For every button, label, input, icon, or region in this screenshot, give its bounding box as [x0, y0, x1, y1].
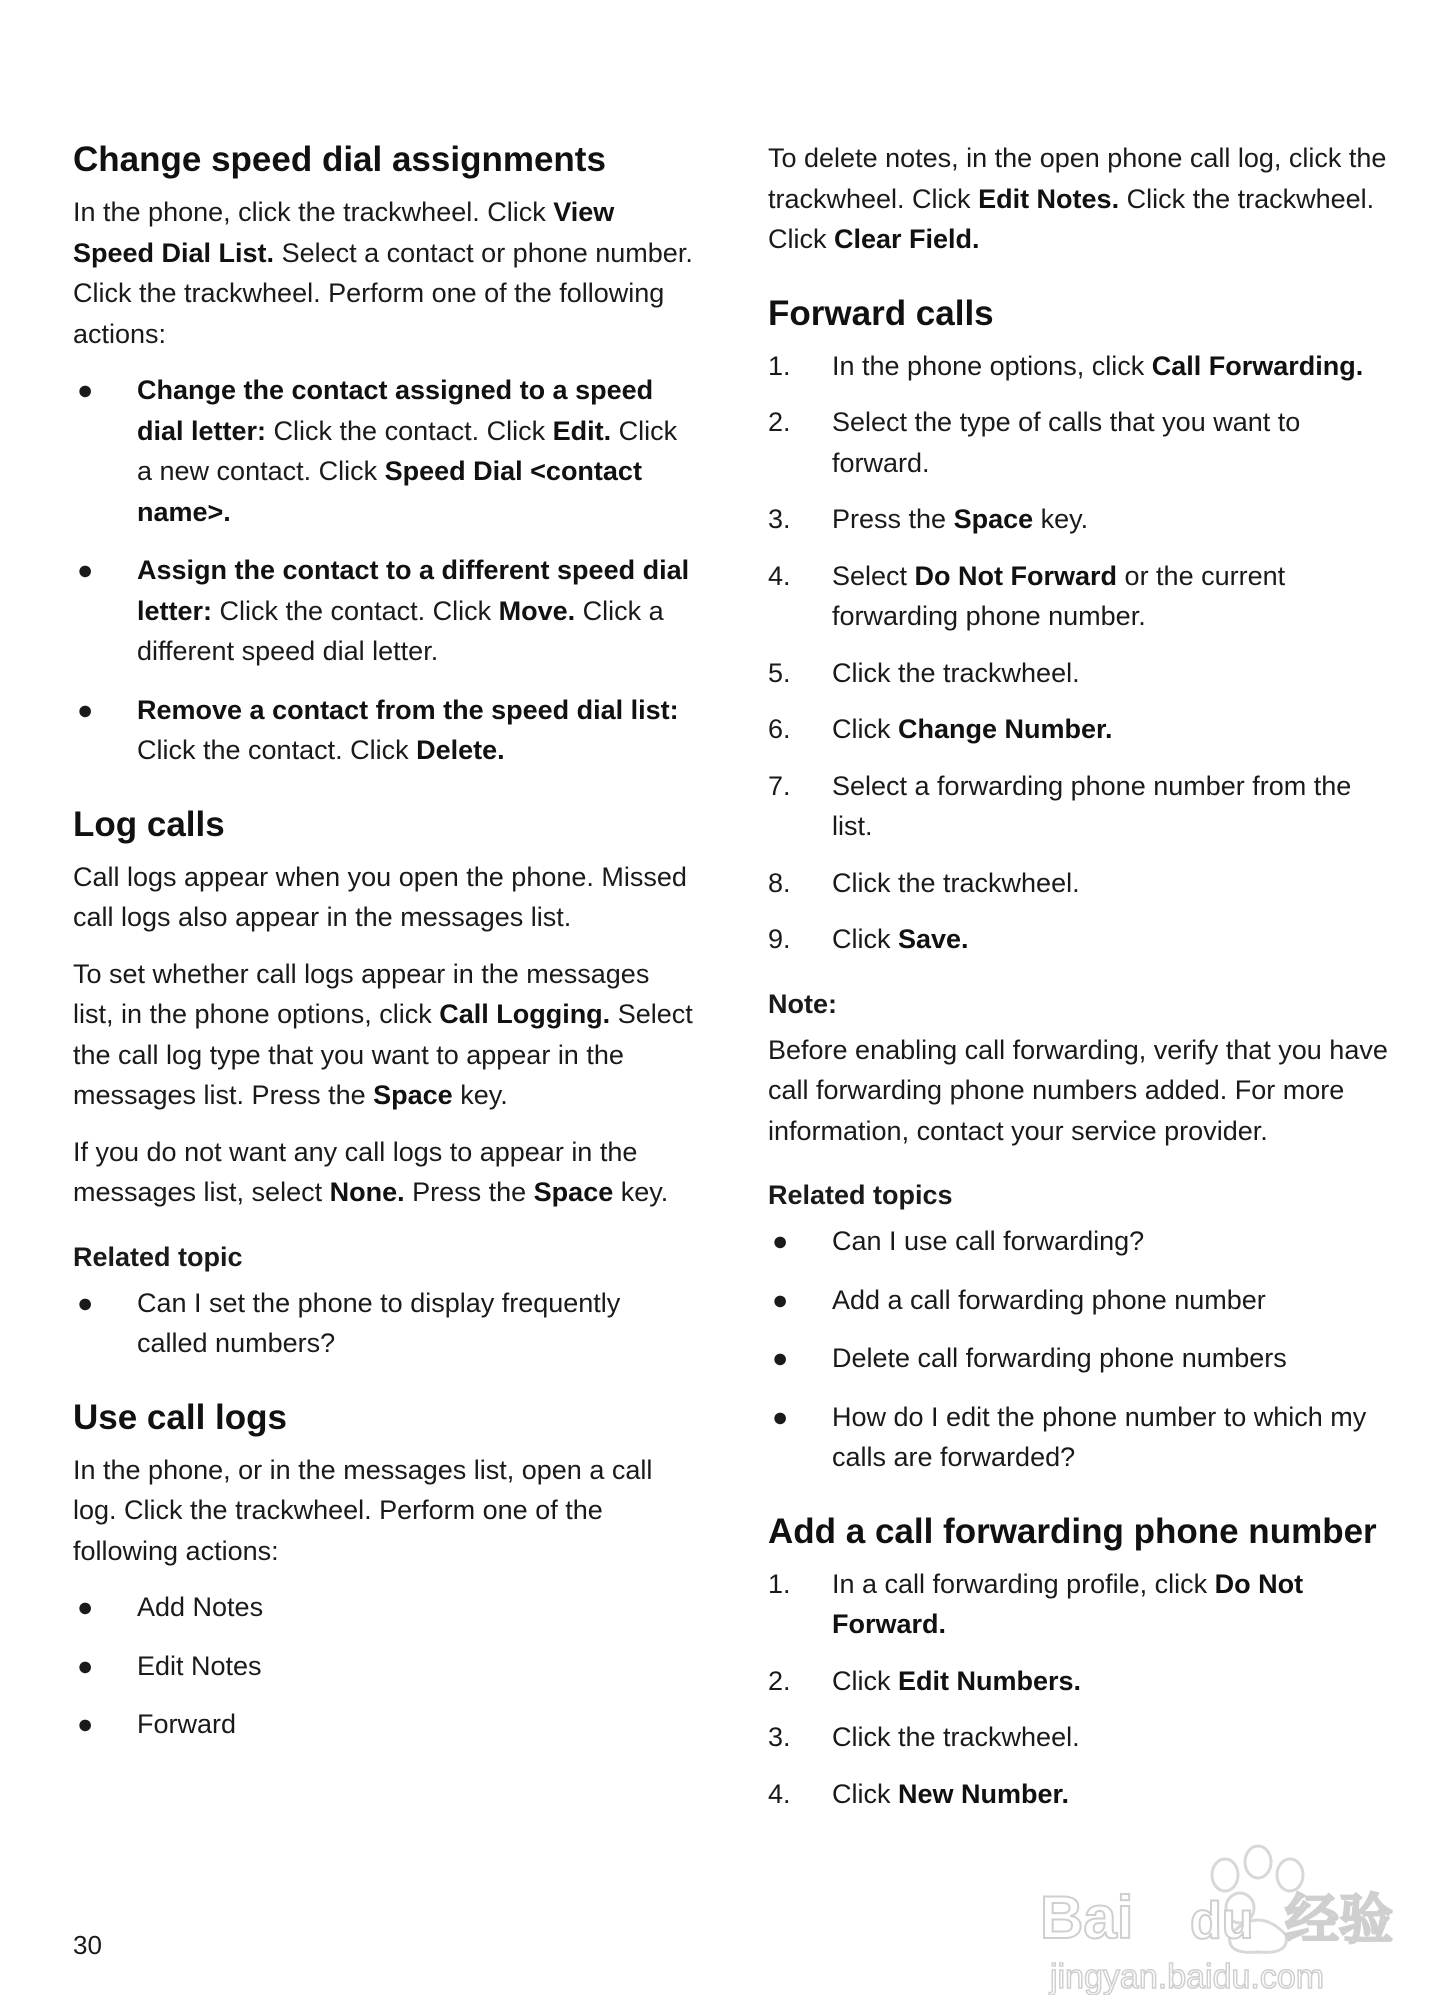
section-add-forwarding — [768, 1510, 1390, 1815]
list-item: ● Edit Notes — [73, 1646, 695, 1687]
left-column — [73, 138, 695, 1763]
related-topics-list — [768, 1221, 1390, 1478]
use-call-logs-actions — [73, 1587, 695, 1745]
add-forwarding-steps — [768, 1564, 1390, 1815]
heading-use-call-logs: Use call logs — [73, 1397, 287, 1437]
step-item: 5. Click the trackwheel. — [768, 657, 1080, 688]
bullet-icon: ● — [77, 1592, 94, 1622]
list-item: ● Add Notes — [73, 1587, 695, 1628]
step-item: 9. Click Save. — [768, 924, 969, 954]
note-label: Note: — [768, 988, 837, 1019]
bullet-icon: ● — [772, 1343, 789, 1373]
list-item: ● Assign the contact to a different speed dial letter: Click the contact. Click Move. Click a different speed dial letter. — [73, 550, 695, 672]
use-call-logs-intro: In the phone, or in the messages list, open a call log. Click the trackwheel. Perform one of the following actions: — [73, 1454, 653, 1566]
bullet-icon: ● — [77, 1650, 94, 1681]
heading-add-forwarding: Add a call forwarding phone number — [768, 1511, 1377, 1551]
related-link[interactable]: ● How do I edit the phone number to which my calls are forwarded? — [768, 1397, 1390, 1478]
step-item: 7. Select a forwarding phone number from the list. — [768, 770, 1352, 841]
page-number: 30 — [73, 1930, 102, 1960]
log-calls-p1: Call logs appear when you open the phone. Missed call logs also appear in the messages list. — [73, 861, 687, 932]
watermark-brand2: du — [1190, 1892, 1254, 1950]
section-forward-calls — [768, 292, 1390, 1478]
step-item: 1. In the phone options, click Call Forwarding. — [768, 350, 1364, 381]
bullet-icon: ● — [77, 375, 94, 405]
section-speed-dial — [73, 138, 695, 771]
log-calls-p3: If you do not want any call logs to appear in the messages list, select None. Press the Space key. — [73, 1136, 669, 1207]
watermark-cn: 经验 — [1285, 1888, 1393, 1951]
bullet-icon: ● — [77, 1287, 94, 1318]
section-use-call-logs — [73, 1396, 695, 1745]
step-item: 1. In a call forwarding profile, click Do Not Forward. — [768, 1568, 1304, 1639]
baidu-watermark — [1040, 1820, 1400, 1995]
step-item: 8. Click the trackwheel. — [768, 867, 1080, 898]
step-item: 2. Select the type of calls that you want to forward. — [768, 407, 1301, 478]
related-link[interactable]: ● Delete call forwarding phone numbers — [768, 1338, 1390, 1379]
speed-dial-actions — [73, 370, 695, 771]
bullet-icon: ● — [77, 555, 94, 585]
related-link[interactable]: ● Add a call forwarding phone number — [768, 1280, 1390, 1321]
heading-log-calls: Log calls — [73, 804, 225, 844]
list-item: ● Forward — [73, 1704, 695, 1745]
step-item: 2. Click Edit Numbers. — [768, 1665, 1082, 1696]
related-topic-label: Related topic — [73, 1241, 243, 1272]
step-item: 3. Press the Space key. — [768, 504, 1089, 534]
watermark-brand: Bai — [1040, 1884, 1134, 1951]
right-column — [768, 138, 1390, 1830]
delete-notes-paragraph: To delete notes, in the open phone call log, click the trackwheel. Click Edit Notes. Click the trackwheel. Click Clear Field. — [768, 143, 1387, 254]
related-link[interactable]: ● Can I use call forwarding? — [768, 1221, 1390, 1262]
bullet-icon: ● — [77, 694, 94, 725]
watermark-url: jingyan.baidu.com — [1050, 1958, 1325, 1995]
step-item: 6. Click Change Number. — [768, 714, 1113, 744]
bullet-icon: ● — [772, 1226, 789, 1256]
speed-dial-intro: In the phone, click the trackwheel. Click View Speed Dial List. Select a contact or phone number. Click the trackwheel. Perform one of the following actions: — [73, 197, 693, 349]
section-log-calls — [73, 803, 695, 1364]
related-link[interactable]: ● Can I set the phone to display frequently called numbers? — [73, 1283, 695, 1364]
heading-speed-dial: Change speed dial assignments — [73, 140, 606, 179]
related-topic-list — [73, 1283, 695, 1364]
forward-calls-steps — [768, 346, 1390, 960]
related-topics-label: Related topics — [768, 1180, 953, 1210]
list-item: ● Change the contact assigned to a speed dial letter: Click the contact. Click Edit. Click a new contact. Click Speed Dial <contact name>. — [73, 370, 695, 532]
heading-forward-calls: Forward calls — [768, 293, 994, 333]
log-calls-p2: To set whether call logs appear in the messages list, in the phone options, click Call Logging. Select the call log type that you want to appear in the messages list. Press the Space key. — [73, 958, 693, 1110]
step-item: 3. Click the trackwheel. — [768, 1722, 1080, 1752]
bullet-icon: ● — [772, 1401, 789, 1432]
list-item: ● Remove a contact from the speed dial list: Click the contact. Click Delete. — [73, 690, 695, 771]
note-text: Before enabling call forwarding, verify that you have call forwarding phone numbers added. For more information, contact your service provider. — [768, 1034, 1388, 1146]
bullet-icon: ● — [77, 1709, 94, 1739]
step-item: 4. Click New Number. — [768, 1778, 1070, 1809]
bullet-icon: ● — [772, 1284, 789, 1315]
step-item: 4. Select Do Not Forward or the current forwarding phone number. — [768, 560, 1286, 631]
